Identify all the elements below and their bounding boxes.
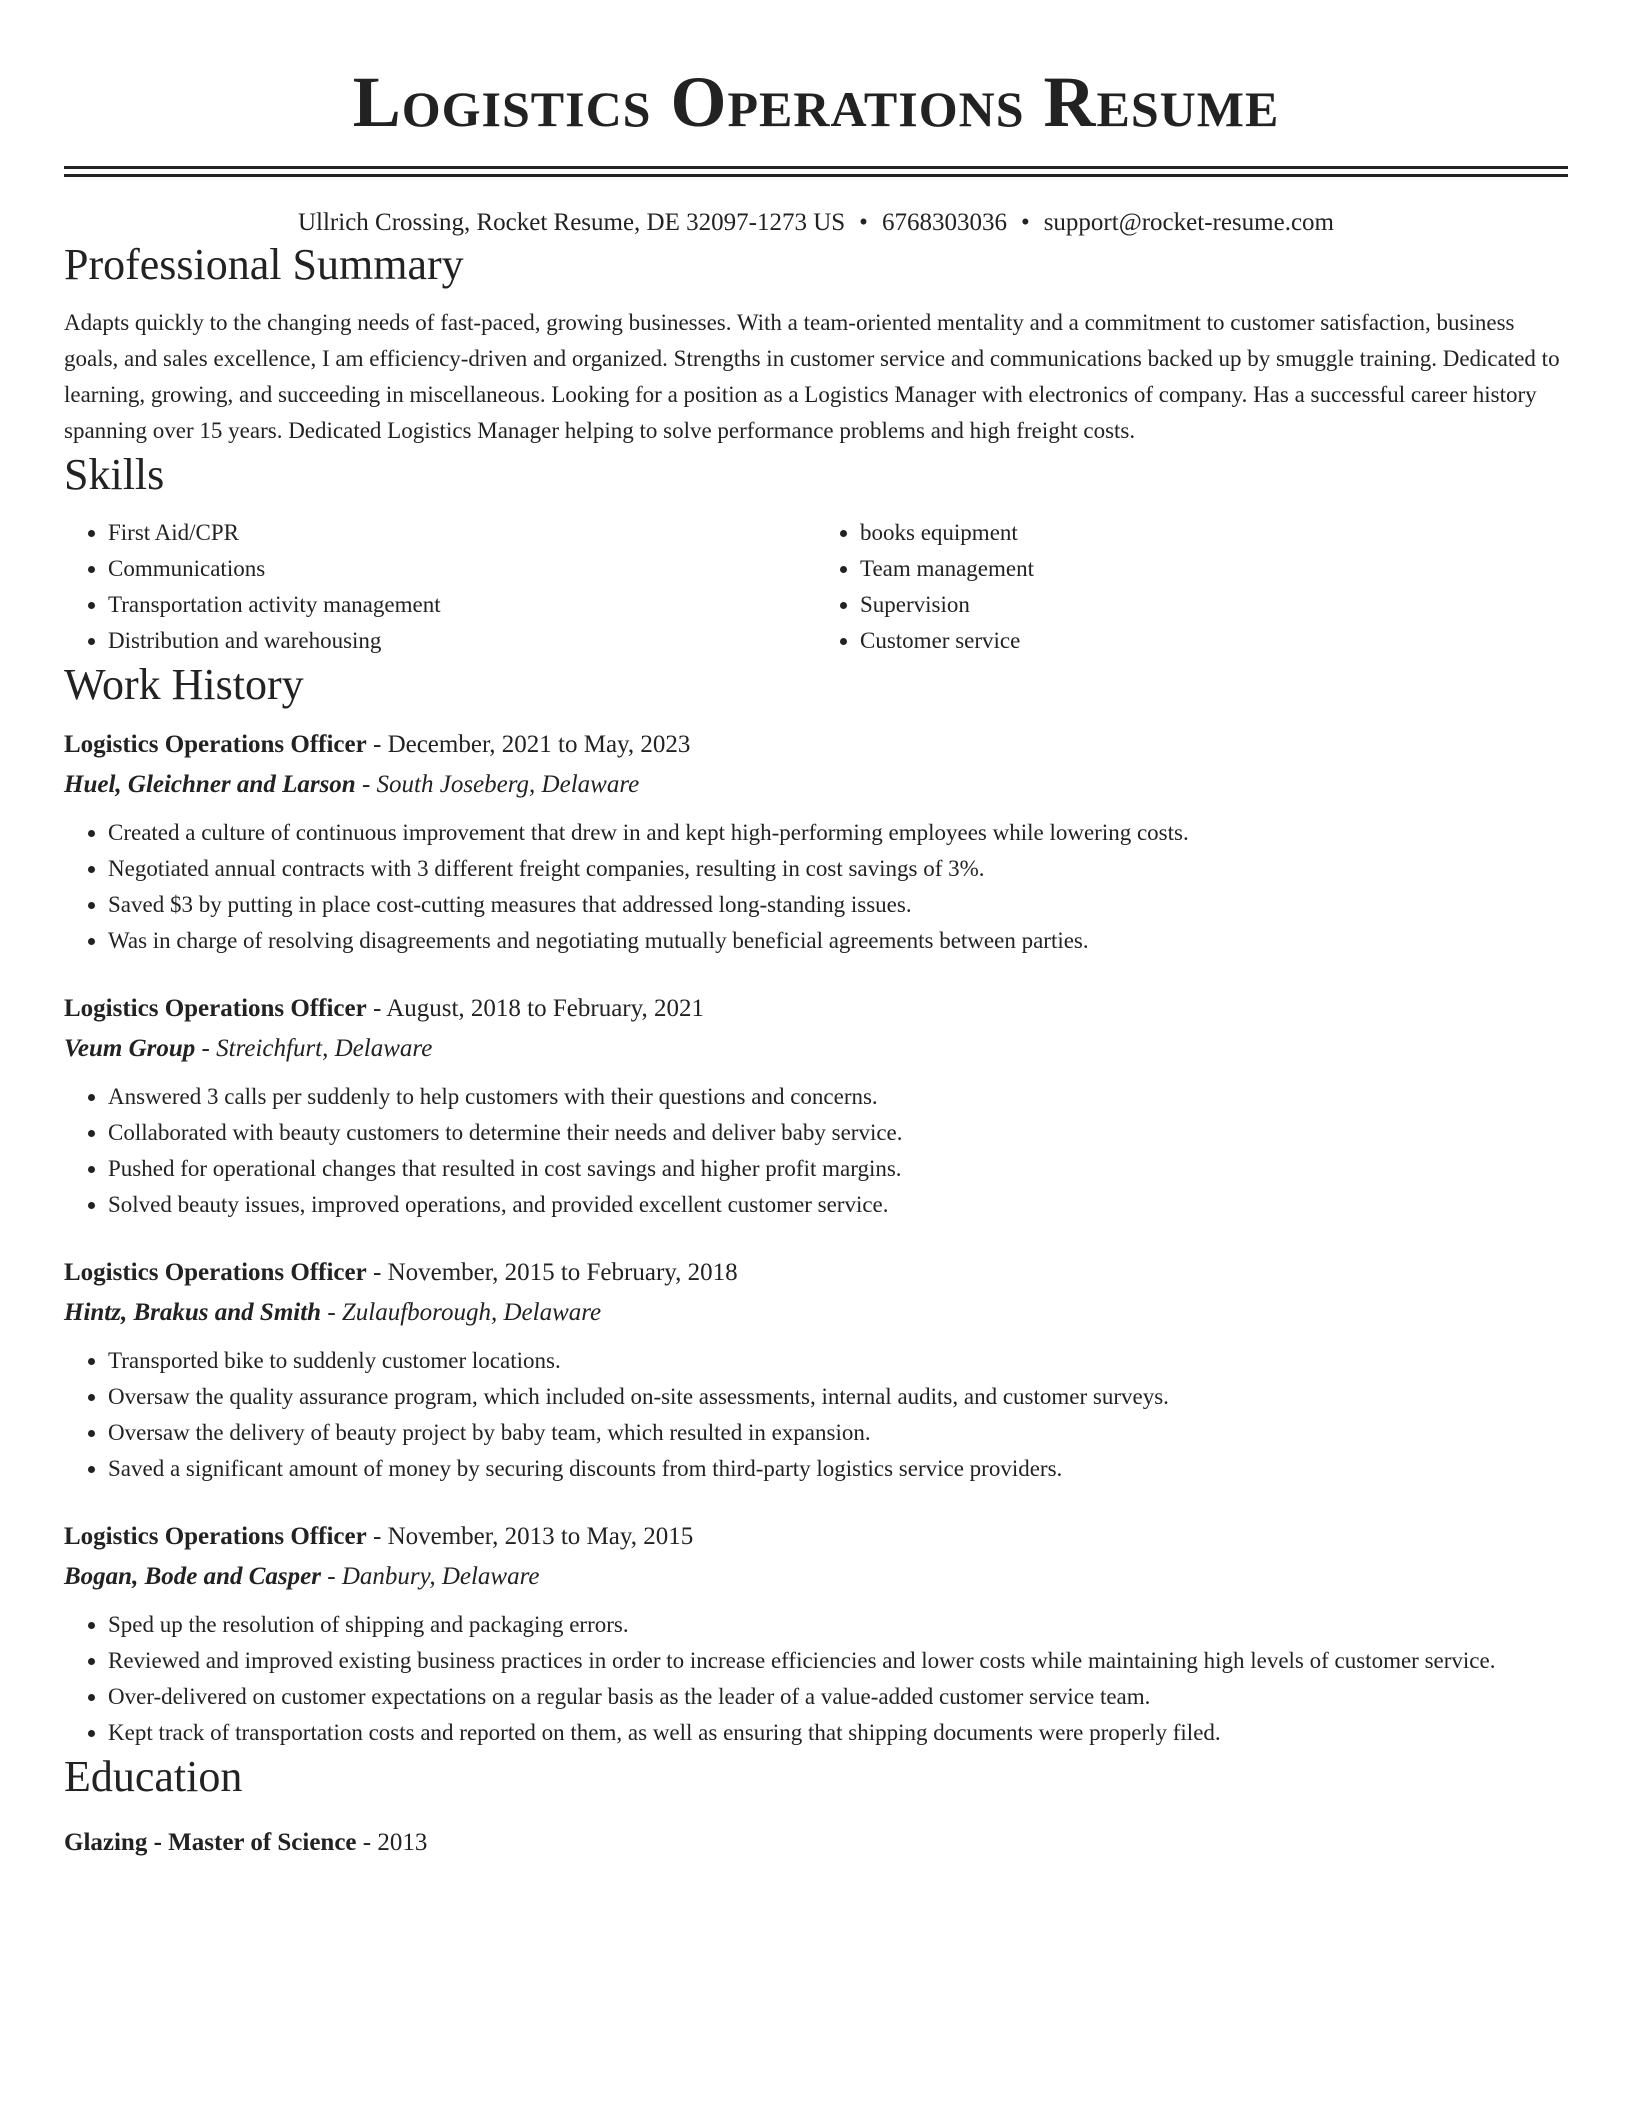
job-title: Logistics Operations Officer <box>64 1259 367 1286</box>
job-company: Veum Group <box>64 1035 196 1062</box>
education-school-degree: Glazing - Master of Science <box>64 1829 357 1856</box>
job-bullet: • Created a culture of continuous improvement that drew in and kept high-performing employees while lowering costs. <box>108 815 1568 851</box>
job-bullet: • Answered 3 calls per suddenly to help customers with their questions and concerns. <box>108 1079 1568 1115</box>
skill-item: • First Aid/CPR <box>108 515 816 551</box>
job-title-line: Logistics Operations Officer - December, 2021 to May, 2023 <box>64 731 691 758</box>
summary-heading: Professional Summary <box>64 240 464 289</box>
job-company-line: Hintz, Brakus and Smith - Zulaufborough, Delaware <box>64 1299 602 1326</box>
job-bullets <box>64 815 1568 959</box>
job-bullet: • Over-delivered on customer expectations on a regular basis as the leader of a value-added customer service team. <box>108 1679 1568 1715</box>
title-divider <box>64 166 1568 177</box>
skills-column-left <box>64 515 816 659</box>
job-location: South Joseberg, Delaware <box>376 771 640 798</box>
education-school: Glazing <box>64 1829 148 1856</box>
skill-item: • Transportation activity management <box>108 587 816 623</box>
job-location: Streichfurt, Delaware <box>216 1035 433 1062</box>
job-title: Logistics Operations Officer <box>64 1523 367 1550</box>
contact-address: Ullrich Crossing, Rocket Resume, DE 32097-1273 US <box>297 209 846 236</box>
contact-separator: • <box>859 209 868 236</box>
job-company: Bogan, Bode and Casper <box>64 1563 321 1590</box>
job-dates: November, 2015 to February, 2018 <box>387 1259 738 1286</box>
job-dates: December, 2021 to May, 2023 <box>387 731 691 758</box>
skill-item: • Team management <box>860 551 1568 587</box>
contact-separator: • <box>1020 209 1030 236</box>
job-location: Danbury, Delaware <box>341 1563 540 1590</box>
skills-column-right <box>816 515 1568 659</box>
job-location: Zulaufborough, Delaware <box>341 1299 602 1326</box>
job-bullet: • Oversaw the delivery of beauty project by baby team, which resulted in expansion. <box>108 1415 1568 1451</box>
skill-item: • Customer service <box>860 623 1568 659</box>
education-year: 2013 <box>377 1829 428 1856</box>
job-entry <box>64 1253 1568 1487</box>
work-history-heading: Work History <box>64 660 304 709</box>
job-bullet: • Sped up the resolution of shipping and packaging errors. <box>108 1607 1568 1643</box>
job-entry <box>64 1517 1568 1751</box>
education-degree: Master of Science <box>168 1829 357 1856</box>
job-company-line: Huel, Gleichner and Larson - South Joseberg, Delaware <box>64 771 640 798</box>
job-title-line: Logistics Operations Officer - November, 2015 to February, 2018 <box>64 1259 738 1286</box>
job-dates: November, 2013 to May, 2015 <box>387 1523 694 1550</box>
job-bullet: • Solved beauty issues, improved operations, and provided excellent customer service. <box>108 1187 1568 1223</box>
job-bullet: • Oversaw the quality assurance program, which included on-site assessments, internal audits, and customer surveys. <box>108 1379 1568 1415</box>
job-company: Huel, Gleichner and Larson <box>64 771 356 798</box>
job-bullet: • Was in charge of resolving disagreements and negotiating mutually beneficial agreements between parties. <box>108 923 1568 959</box>
skills-list <box>64 515 1568 659</box>
skill-item: • Communications <box>108 551 816 587</box>
job-bullet: • Saved $3 by putting in place cost-cutting measures that addressed long-standing issues. <box>108 887 1568 923</box>
education-entry: Glazing - Master of Science - 2013 <box>64 1829 428 1856</box>
job-company: Hintz, Brakus and Smith <box>64 1299 322 1326</box>
job-bullet: • Kept track of transportation costs and reported on them, as well as ensuring that shipping documents were properly filed. <box>108 1715 1568 1751</box>
job-dates: August, 2018 to February, 2021 <box>386 995 704 1022</box>
skill-item: • books equipment <box>860 515 1568 551</box>
skills-heading: Skills <box>64 450 165 499</box>
job-title-line: Logistics Operations Officer - November, 2013 to May, 2015 <box>64 1523 694 1550</box>
job-company-line: Veum Group - Streichfurt, Delaware <box>64 1035 433 1062</box>
job-bullet: • Collaborated with beauty customers to determine their needs and deliver baby service. <box>108 1115 1568 1151</box>
summary-text: Adapts quickly to the changing needs of fast-paced, growing businesses. With a team-oriented mentality and a commitment to customer satisfaction, business goals, and sales excellence, I am efficiency-driven and organized. Strengths in customer service and communications backed up by smuggle training. Dedicated to learning, growing, and succeeding in miscellaneous. Looking for a position as a Logistics Manager with electronics of company. Has a successful career history spanning over 15 years. Dedicated Logistics Manager helping to solve performance problems and high freight costs. <box>64 310 1560 443</box>
job-bullet: • Saved a significant amount of money by securing discounts from third-party logistics service providers. <box>108 1451 1568 1487</box>
job-bullet: • Pushed for operational changes that resulted in cost savings and higher profit margins. <box>108 1151 1568 1187</box>
education-heading: Education <box>64 1752 243 1801</box>
skill-item: • Supervision <box>860 587 1568 623</box>
job-bullets <box>64 1607 1568 1751</box>
job-bullets <box>64 1343 1568 1487</box>
contact-phone: 6768303036 <box>881 209 1007 236</box>
job-title: Logistics Operations Officer <box>64 995 367 1022</box>
job-bullet: • Negotiated annual contracts with 3 different freight companies, resulting in cost savings of 3%. <box>108 851 1568 887</box>
page-title: Logistics Operations Resume <box>352 62 1280 142</box>
job-entry <box>64 725 1568 959</box>
job-title: Logistics Operations Officer <box>64 731 367 758</box>
job-bullet: • Reviewed and improved existing business practices in order to increase efficiencies and lower costs while maintaining high levels of customer service. <box>108 1643 1568 1679</box>
job-title-line: Logistics Operations Officer - August, 2018 to February, 2021 <box>64 995 704 1022</box>
job-company-line: Bogan, Bode and Casper - Danbury, Delaware <box>64 1563 540 1590</box>
job-bullets <box>64 1079 1568 1223</box>
contact-line <box>64 207 1568 239</box>
skill-item: • Distribution and warehousing <box>108 623 816 659</box>
job-entry <box>64 989 1568 1223</box>
job-bullet: • Transported bike to suddenly customer locations. <box>108 1343 1568 1379</box>
contact-email: support@rocket-resume.com <box>1043 209 1334 236</box>
